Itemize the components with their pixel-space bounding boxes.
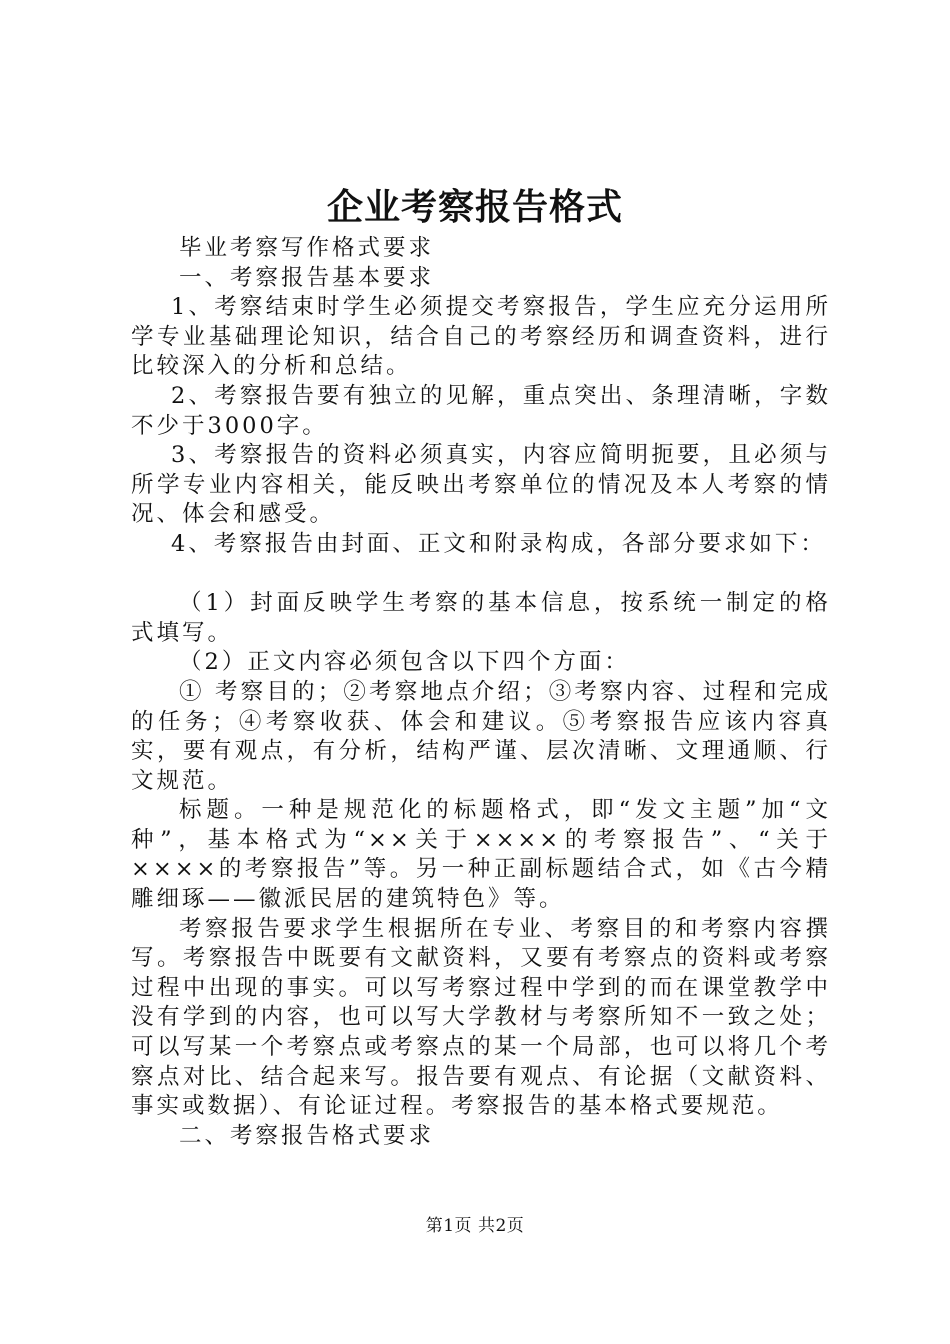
- paragraph-cover: （1）封面反映学生考察的基本信息，按系统一制定的格式填写。: [131, 590, 831, 646]
- paragraph-requirement-4: 4、考察报告由封面、正文和附录构成，各部分要求如下：: [171, 530, 826, 557]
- paragraph-requirement-3: 3、考察报告的资料必须真实，内容应简明扼要，且必须与所学专业内容相关，能反映出考察单位的情况及本人考察的情况、体会和感受。: [131, 442, 831, 528]
- paragraph-title-format: 标题。一种是规范化的标题格式，即“发文主题”加“文种”，基本格式为“××关于××××的考察报告”、“关于××××的考察报告”等。另一种正副标题结合式，如《古今精雕细琢——徽派民居的建筑特色》等。: [131, 797, 831, 913]
- paragraph-requirement-1: 1、考察结束时学生必须提交考察报告，学生应充分运用所学专业基础理论知识，结合自己的考察经历和调查资料，进行比较深入的分析和总结。: [131, 294, 831, 380]
- section-heading-1: 一、考察报告基本要求: [179, 264, 435, 291]
- document-body: [131, 234, 831, 1151]
- paragraph-writing-guidance: 考察报告要求学生根据所在专业、考察目的和考察内容撰写。考察报告中既要有文献资料，又要有考察点的资料或考察过程中出现的事实。可以写考察过程中学到的而在课堂教学中没有学到的内容，也可以写大学教材与考察所知不一致之处；可以写某一个考察点或考察点的某一个局部，也可以将几个考察点对比、结合起来写。报告要有观点、有论据（文献资料、事实或数据）、有论证过程。考察报告的基本格式要规范。: [131, 915, 831, 1120]
- blank-line: [131, 560, 831, 590]
- paragraph-four-aspects: ① 考察目的；②考察地点介绍；③考察内容、过程和完成的任务；④考察收获、体会和建议。⑤考察报告应该内容真实，要有观点，有分析，结构严谨、层次清晰、文理通顺、行文规范。: [131, 678, 831, 794]
- page-footer: 第1页 共2页: [425, 1216, 525, 1236]
- paragraph-requirement-2: 2、考察报告要有独立的见解，重点突出、条理清晰，字数不少于3000字。: [131, 382, 831, 439]
- paragraph-body-content: （2）正文内容必须包含以下四个方面：: [179, 649, 630, 676]
- paragraph-subtitle: 毕业考察写作格式要求: [179, 235, 435, 261]
- section-heading-2: 二、考察报告格式要求: [179, 1122, 435, 1149]
- document-title: 企业考察报告格式: [326, 186, 623, 228]
